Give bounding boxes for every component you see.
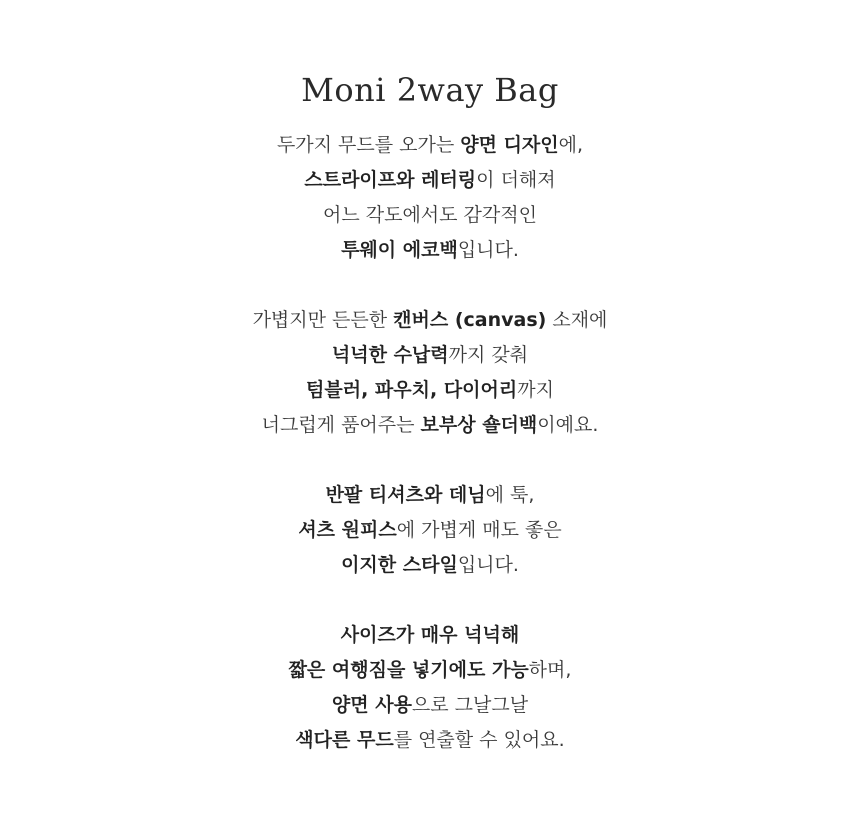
body-text: 에, [558, 134, 584, 156]
product-title: Moni 2way Bag [301, 71, 559, 110]
description-line [0, 548, 860, 583]
body-text: 이 더해져 [476, 169, 556, 191]
body-text: 에 가볍게 매도 좋은 [396, 519, 562, 541]
highlight-text: 양면 디자인 [460, 134, 559, 156]
description-line [0, 373, 860, 408]
description-line [0, 303, 860, 338]
highlight-text: 넉넉한 수납력 [331, 344, 449, 366]
highlight-text: 양면 사용 [331, 694, 412, 716]
highlight-text: 텀블러, 파우치, 다이어리 [306, 379, 518, 401]
description-paragraph [0, 478, 860, 583]
description-line [0, 163, 860, 198]
description-line [0, 233, 860, 268]
description-line [0, 128, 860, 163]
description-line [0, 408, 860, 443]
description-line [0, 653, 860, 688]
description-paragraph [0, 128, 860, 268]
description-line [0, 198, 860, 233]
product-description [0, 128, 860, 793]
description-line [0, 338, 860, 373]
body-text: 가볍지만 든든한 [252, 309, 394, 331]
highlight-text: 이지한 스타일 [341, 554, 458, 576]
highlight-text: 보부상 숄더백 [420, 414, 538, 436]
description-line [0, 723, 860, 758]
body-text: 어느 각도에서도 감각적인 [323, 204, 537, 226]
description-line [0, 618, 860, 653]
body-text: 를 연출할 수 있어요. [393, 729, 565, 751]
highlight-text: 짧은 여행짐을 넣기에도 가능 [288, 659, 529, 681]
description-paragraph [0, 303, 860, 443]
description-line [0, 688, 860, 723]
body-text: 까지 갖춰 [448, 344, 529, 366]
body-text: 두가지 무드를 오가는 [276, 134, 461, 156]
highlight-text: 투웨이 에코백 [341, 239, 458, 261]
highlight-text: 색다른 무드 [295, 729, 394, 751]
body-text: 너그럽게 품어주는 [261, 414, 421, 436]
highlight-text: 셔츠 원피스 [298, 519, 397, 541]
body-text: 입니다. [457, 239, 519, 261]
highlight-text: 사이즈가 매우 넉넉해 [340, 624, 520, 646]
body-text: 소재에 [546, 309, 608, 331]
highlight-text: 캔버스 (canvas) [393, 309, 547, 331]
body-text: 이예요. [537, 414, 599, 436]
body-text: 으로 그날그날 [411, 694, 529, 716]
body-text: 에 툭, [485, 484, 535, 506]
body-text: 하며, [528, 659, 572, 681]
description-line [0, 478, 860, 513]
highlight-text: 스트라이프와 레터링 [304, 169, 477, 191]
description-line [0, 513, 860, 548]
description-paragraph [0, 618, 860, 758]
body-text: 까지 [517, 379, 554, 401]
body-text: 입니다. [457, 554, 519, 576]
highlight-text: 반팔 티셔츠와 데님 [325, 484, 486, 506]
